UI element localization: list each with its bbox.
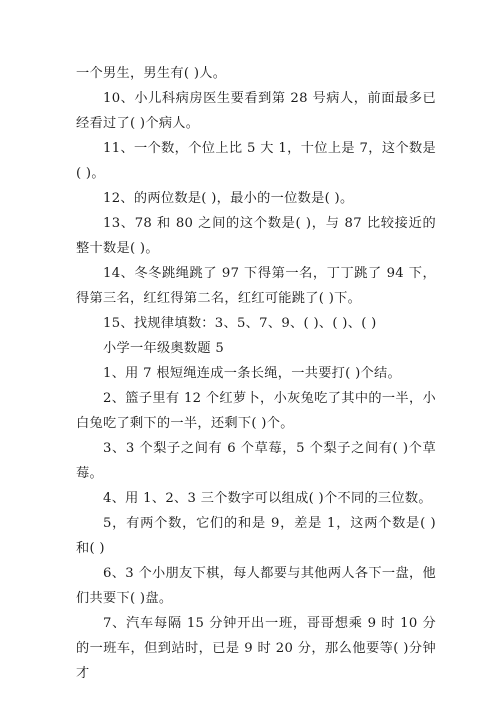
question-3: 3、3 个梨子之间有 6 个草莓，5 个梨子之间有( )个草莓。 (76, 441, 436, 481)
question-15: 15、找规律填数：3、5、7、9、( )、( )、( ) (103, 316, 377, 331)
question-12: 12、的两位数是( )，最小的一位数是( )。 (103, 191, 354, 206)
section-heading: 小学一年级奥数题 5 (103, 341, 225, 356)
question-7: 7、汽车每隔 15 分钟开出一班，哥哥想乘 9 时 10 分的一班车，但到站时，已是 9 时 20 分，那么他要等( )分钟才 (76, 616, 436, 681)
question-1: 1、用 7 根短绳连成一条长绳，一共要打( )个结。 (103, 366, 402, 381)
question-4: 4、用 1、2、3 三个数字可以组成( )个不同的三位数。 (103, 491, 432, 506)
question-11: 11、一个数，个位上比 5 大 1，十位上是 7，这个数是( )。 (76, 141, 436, 181)
paragraph-1: 一个男生，男生有( )人。 (76, 66, 227, 81)
question-5: 5，有两个数，它们的和是 9，差是 1，这两个数是( )和( ) (76, 516, 436, 556)
question-2: 2、篮子里有 12 个红萝卜，小灰兔吃了其中的一半，小白兔吃了剩下的一半，还剩下( )个。 (76, 391, 436, 431)
question-10: 10、小儿科病房医生要看到第 28 号病人，前面最多已经看过了( )个病人。 (76, 91, 436, 131)
question-6: 6、3 个小朋友下棋，每人都要与其他两人各下一盘，他们共要下( )盘。 (76, 566, 436, 606)
question-13: 13、78 和 80 之间的这个数是( )，与 87 比较接近的整十数是( )。 (76, 216, 436, 256)
question-14: 14、冬冬跳绳跳了 97 下得第一名，丁丁跳了 94 下，得第三名，红红得第二名，红红可能跳了( )下。 (76, 266, 436, 306)
document-body (76, 61, 436, 686)
